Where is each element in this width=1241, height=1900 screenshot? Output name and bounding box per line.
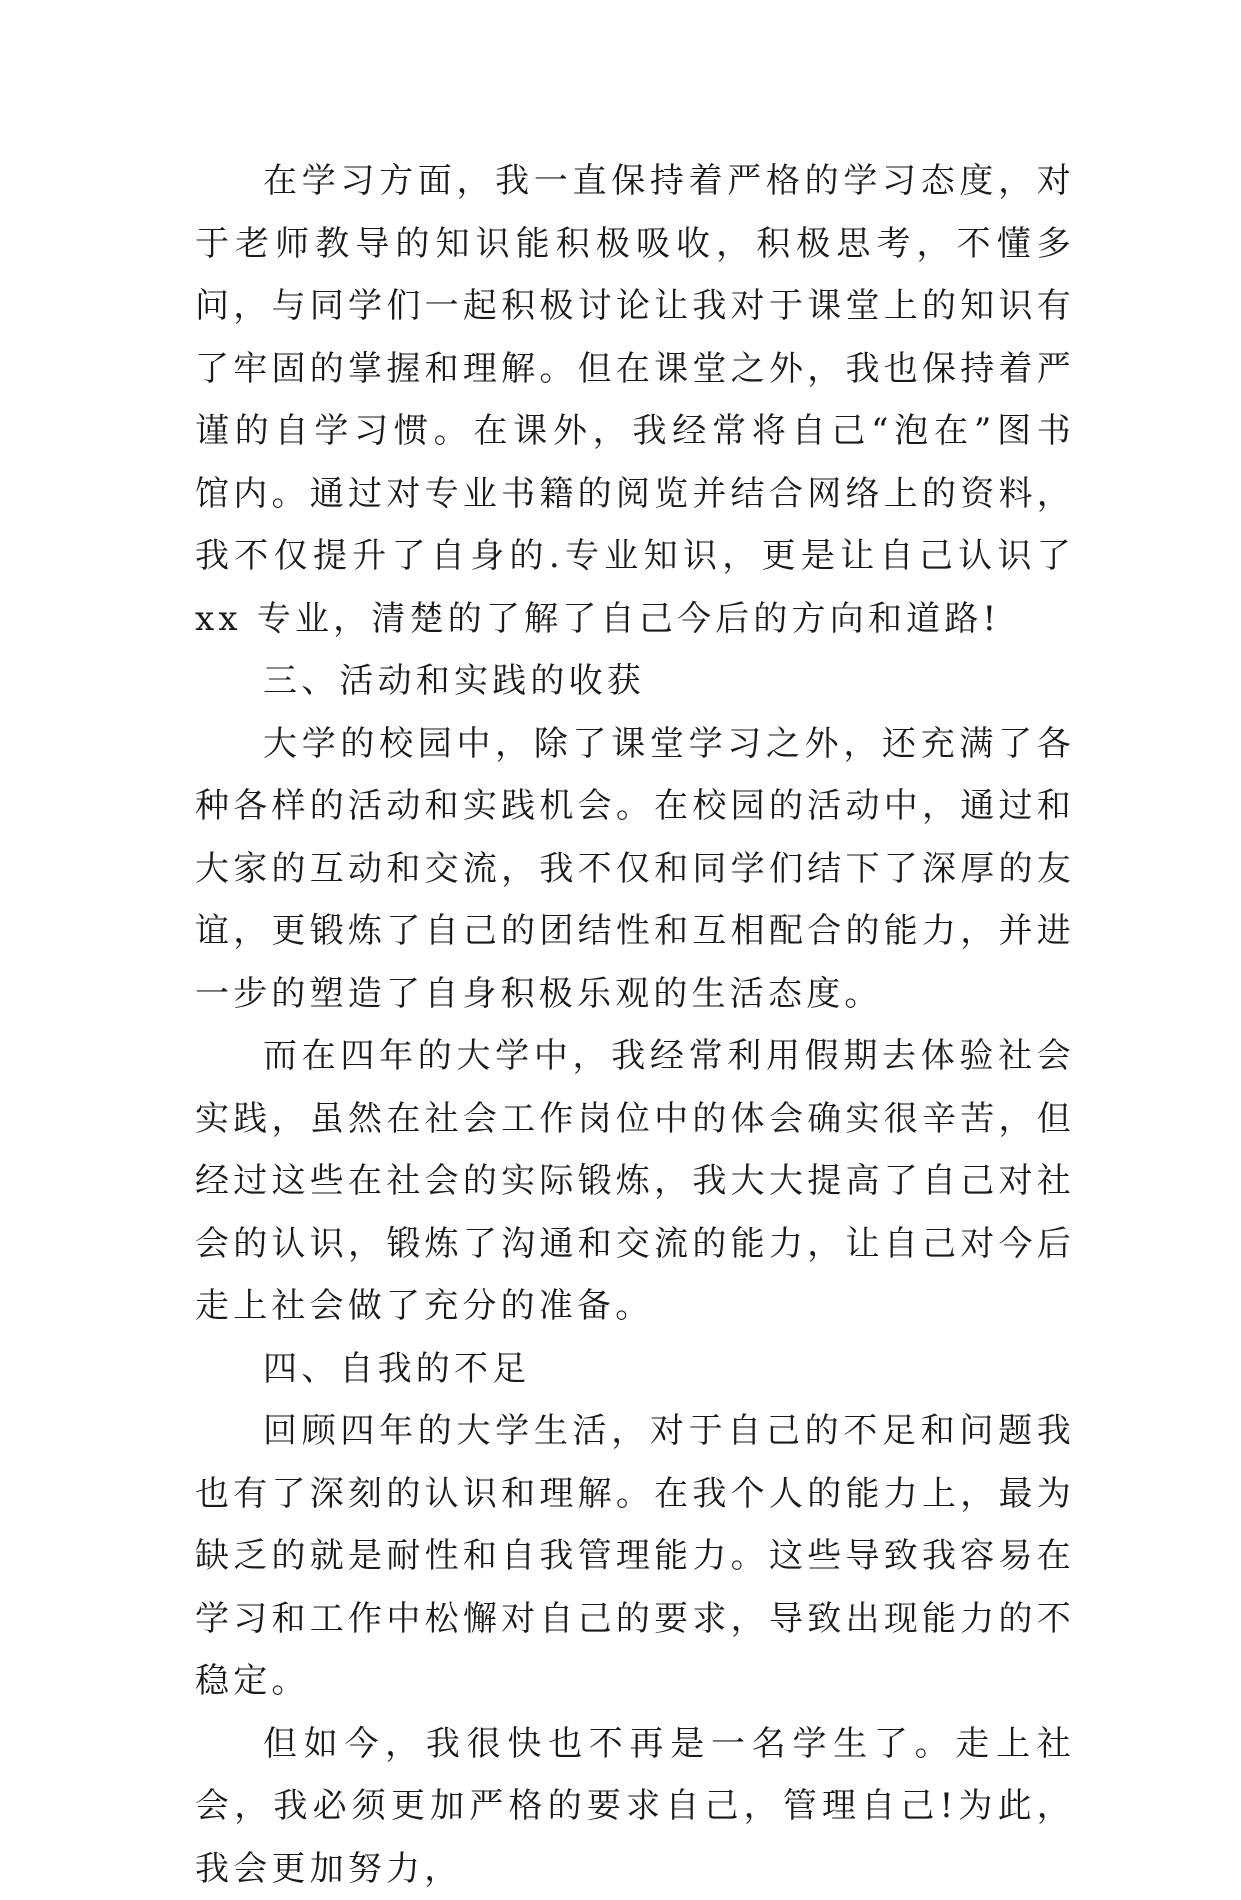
paragraph-study: 在学习方面，我一直保持着严格的学习态度，对于老师教导的知识能积极吸收，积极思考，不懂多问，与同学们一起积极讨论让我对于课堂上的知识有了牢固的掌握和理解。但在课堂之外，我也保持着严谨的自学习惯。在课外，我经常将自己“泡在”图书馆内。通过对专业书籍的阅览并结合网络上的资料，我不仅提升了自身的.专业知识，更是让自己认识了 xx 专业，清楚的了解了自己今后的方向和道路! xyxy=(195,150,1075,650)
section-heading-activities: 三、活动和实践的收获 xyxy=(195,650,1075,713)
paragraph-campus-activities: 大学的校园中，除了课堂学习之外，还充满了各种各样的活动和实践机会。在校园的活动中，通过和大家的互动和交流，我不仅和同学们结下了深厚的友谊，更锻炼了自己的团结性和互相配合的能力，并进一步的塑造了自身积极乐观的生活态度。 xyxy=(195,713,1075,1026)
section-heading-shortcomings: 四、自我的不足 xyxy=(195,1338,1075,1401)
document-body xyxy=(195,150,1075,1900)
paragraph-shortcomings: 回顾四年的大学生活，对于自己的不足和问题我也有了深刻的认识和理解。在我个人的能力上，最为缺乏的就是耐性和自我管理能力。这些导致我容易在学习和工作中松懈对自己的要求，导致出现能力的不稳定。 xyxy=(195,1400,1075,1713)
paragraph-future: 但如今，我很快也不再是一名学生了。走上社会，我必须更加严格的要求自己，管理自己!为此，我会更加努力， xyxy=(195,1713,1075,1900)
paragraph-social-practice: 而在四年的大学中，我经常利用假期去体验社会实践，虽然在社会工作岗位中的体会确实很辛苦，但经过这些在社会的实际锻炼，我大大提高了自己对社会的认识，锻炼了沟通和交流的能力，让自己对今后走上社会做了充分的准备。 xyxy=(195,1025,1075,1338)
